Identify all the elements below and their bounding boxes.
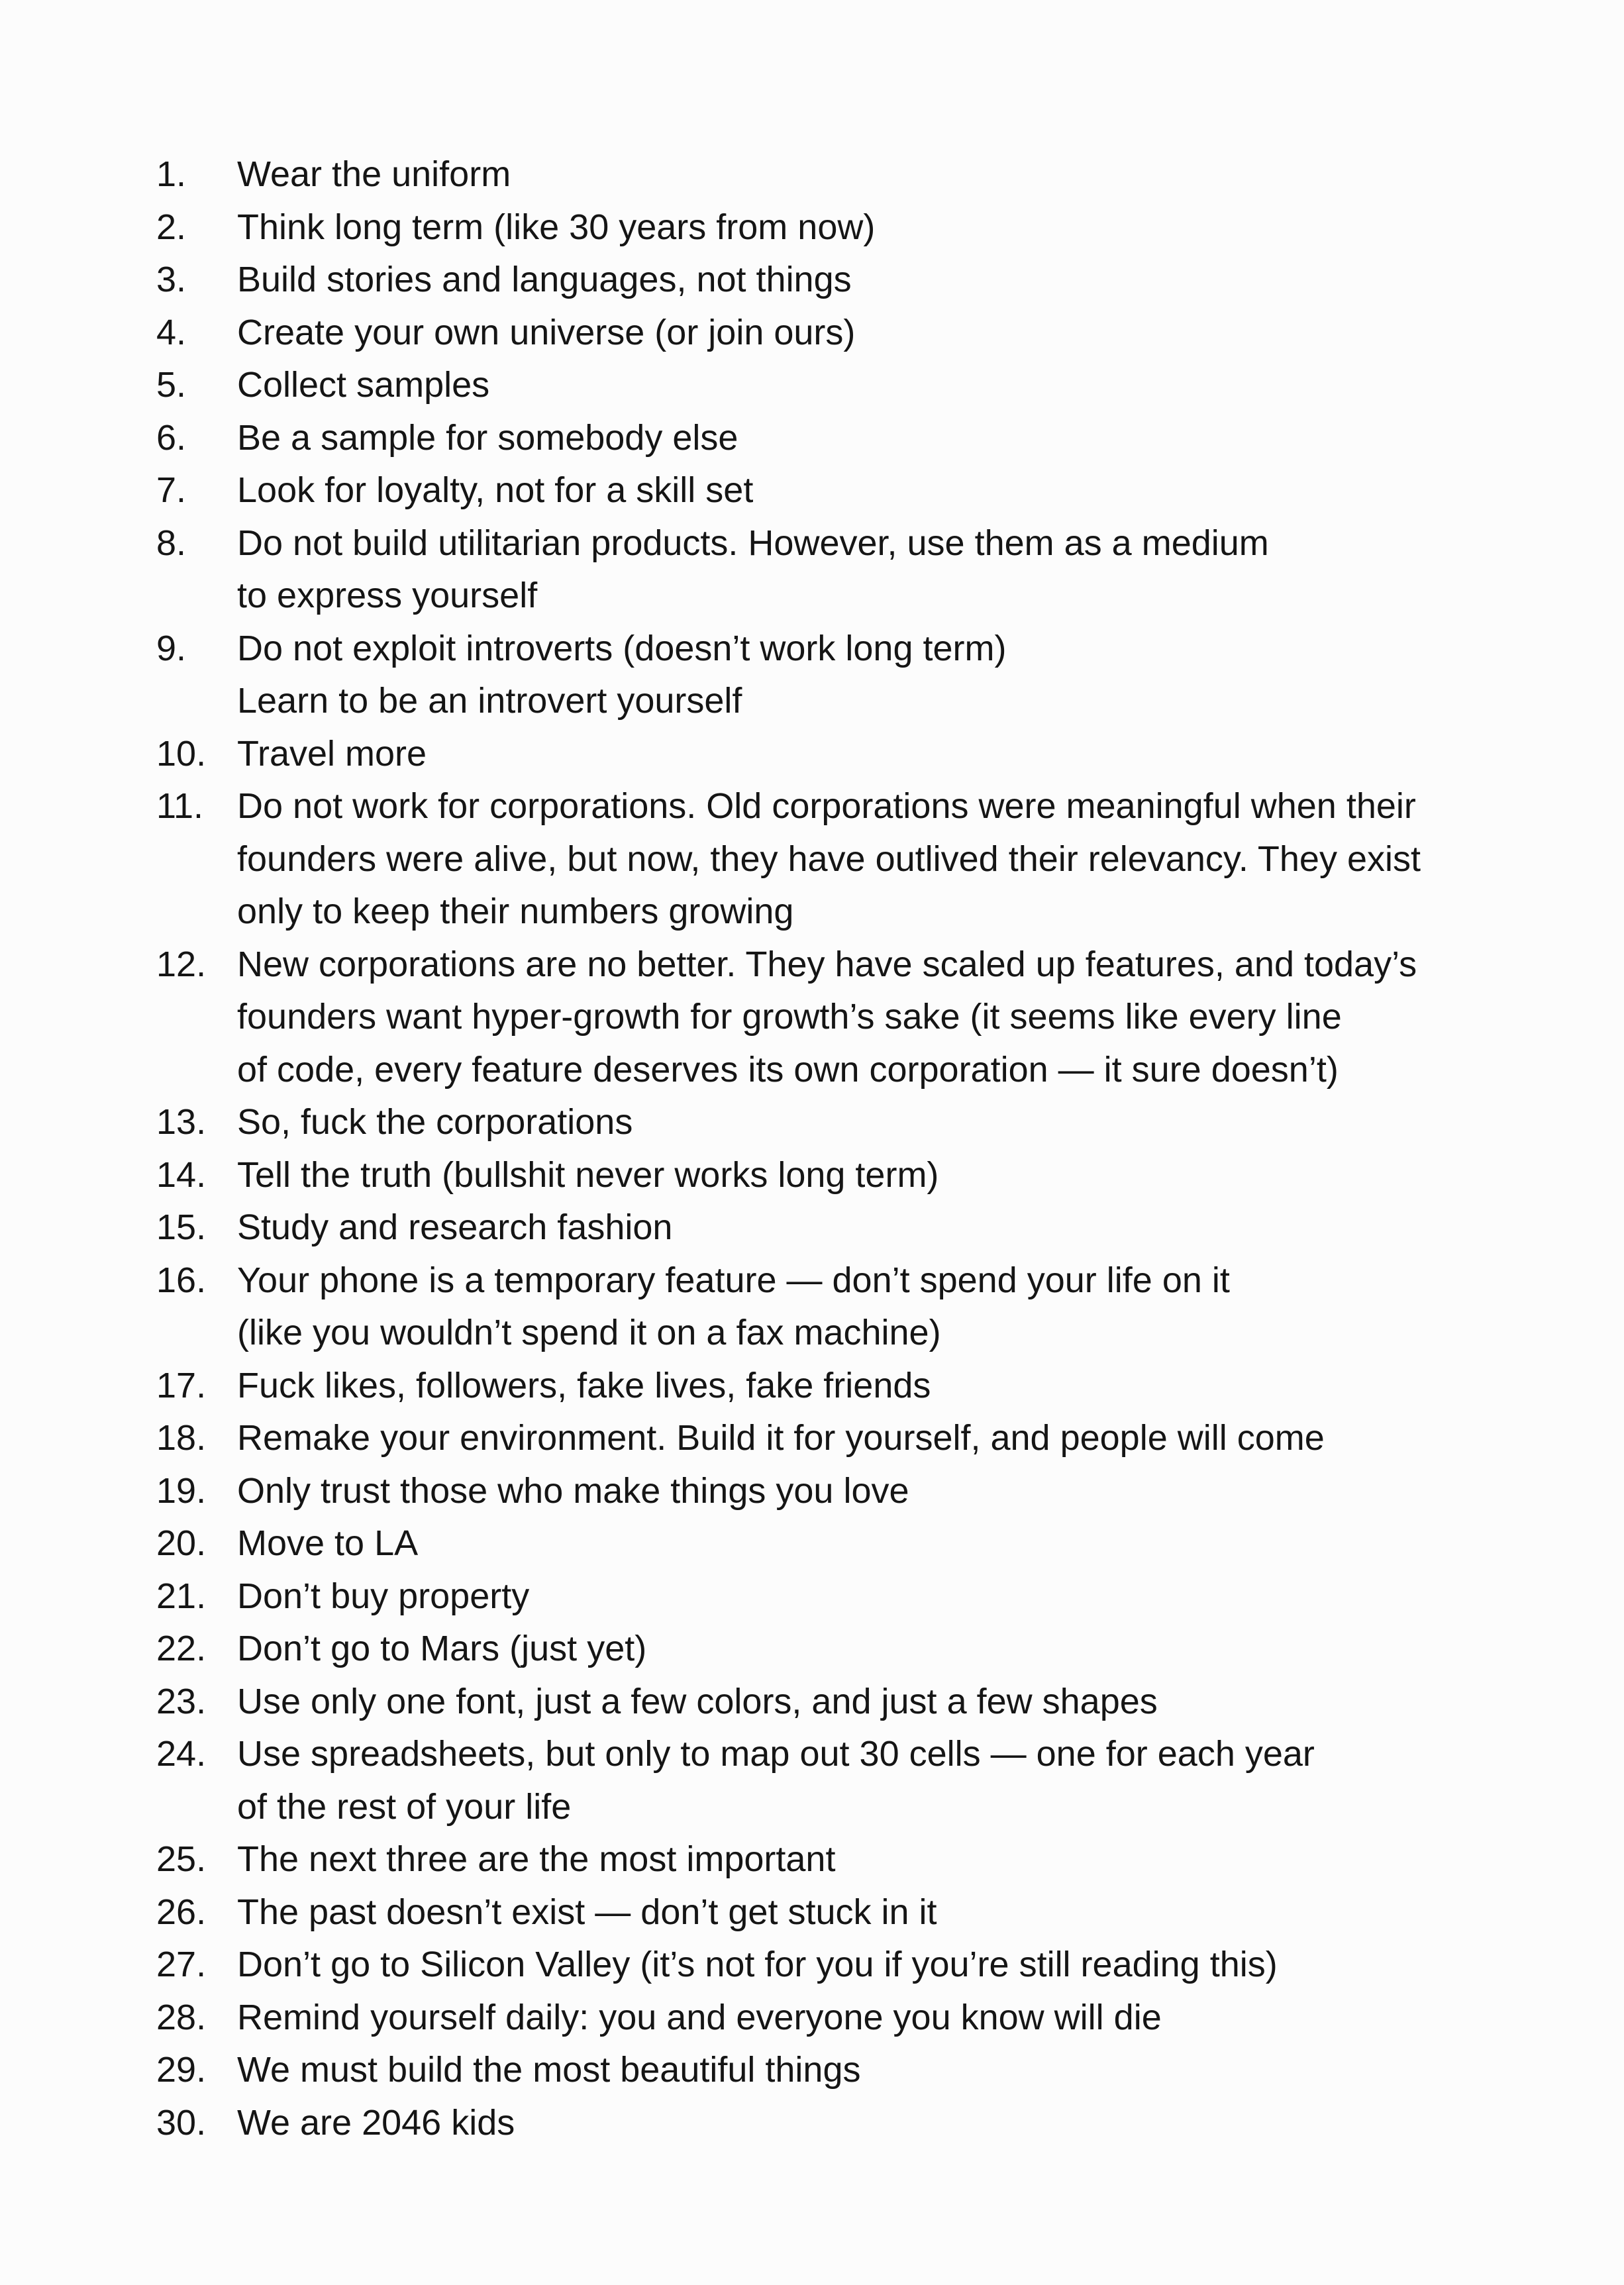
list-item-line: only to keep their numbers growing xyxy=(237,891,794,931)
list-item-line: The past doesn’t exist — don’t get stuck in it xyxy=(237,1892,937,1932)
list-item-line: Do not build utilitarian products. However, use them as a medium xyxy=(237,523,1269,563)
list-item-text xyxy=(237,1992,1162,2045)
list-item-line: Learn to be an introvert yourself xyxy=(237,681,742,721)
list-item xyxy=(156,1096,1481,1149)
list-item-line: So, fuck the corporations xyxy=(237,1102,633,1142)
list-item-number: 3. xyxy=(156,260,187,299)
list-item-line: Tell the truth (bullshit never works long term) xyxy=(237,1154,939,1195)
list-item xyxy=(156,254,1481,307)
list-item-line: (like you wouldn’t spend it on a fax machine) xyxy=(237,1313,941,1352)
list-item-text xyxy=(237,148,511,201)
list-item-line: Look for loyalty, not for a skill set xyxy=(237,470,754,510)
list-item-number: 30. xyxy=(156,2102,207,2143)
list-item-text xyxy=(237,2044,861,2097)
list-item-text xyxy=(237,359,489,412)
list-item-line: of code, every feature deserves its own corporation — it sure doesn’t) xyxy=(237,1049,1339,1090)
list-item-text xyxy=(237,412,738,465)
list-item xyxy=(156,1149,1481,1202)
list-item xyxy=(156,780,1481,939)
list-item xyxy=(156,464,1481,517)
list-item-line: Travel more xyxy=(237,733,427,774)
list-item xyxy=(156,148,1481,201)
list-item xyxy=(156,1833,1481,1886)
list-item xyxy=(156,359,1481,412)
list-item-line: Don’t go to Mars (just yet) xyxy=(237,1629,647,1668)
list-item-text xyxy=(237,1676,1158,1729)
list-item-line: New corporations are no better. They have scaled up features, and today’s xyxy=(237,944,1417,984)
list-item xyxy=(156,939,1481,1097)
list-item-line: founders want hyper-growth for growth’s sake (it seems like every line xyxy=(237,997,1342,1037)
list-item-number: 25. xyxy=(156,1839,207,1879)
list-item-number: 15. xyxy=(156,1207,207,1247)
list-item-number: 10. xyxy=(156,733,207,774)
list-item-number: 5. xyxy=(156,365,187,405)
list-item xyxy=(156,1570,1481,1623)
list-item-text xyxy=(237,201,875,254)
list-item-line: Your phone is a temporary feature — don’t spend your life on it xyxy=(237,1260,1230,1300)
list-item-line: Don’t go to Silicon Valley (it’s not for you if you’re still reading this) xyxy=(237,1945,1278,1984)
list-item-text xyxy=(237,1465,909,1518)
list-item xyxy=(156,1728,1481,1833)
list-item xyxy=(156,623,1481,728)
list-item-number: 23. xyxy=(156,1681,207,1721)
list-item-text xyxy=(237,1833,835,1886)
list-item xyxy=(156,1360,1481,1413)
list-item xyxy=(156,307,1481,360)
numbered-list xyxy=(156,148,1481,2149)
list-item xyxy=(156,2097,1481,2150)
list-item-line: We must build the most beautiful things xyxy=(237,2050,861,2090)
list-item-line: Don’t buy property xyxy=(237,1576,530,1616)
list-item-line: of the rest of your life xyxy=(237,1786,572,1827)
list-item xyxy=(156,1992,1481,2045)
list-item-line: Use spreadsheets, but only to map out 30 cells — one for each year xyxy=(237,1734,1315,1774)
list-item-number: 7. xyxy=(156,470,187,510)
list-item-number: 12. xyxy=(156,944,207,984)
list-item xyxy=(156,1676,1481,1729)
list-item-line: Remake your environment. Build it for yourself, and people will come xyxy=(237,1418,1325,1458)
list-item-number: 22. xyxy=(156,1629,207,1668)
list-item xyxy=(156,1623,1481,1676)
list-item-line: Wear the uniform xyxy=(237,154,511,194)
list-item-line: Build stories and languages, not things xyxy=(237,260,852,299)
list-item-text xyxy=(237,728,427,781)
list-item-number: 26. xyxy=(156,1892,207,1932)
list-item-text xyxy=(237,254,852,307)
list-item-line: Fuck likes, followers, fake lives, fake friends xyxy=(237,1365,931,1405)
list-item-line: Think long term (like 30 years from now) xyxy=(237,207,876,247)
list-item-number: 14. xyxy=(156,1154,207,1195)
list-item-number: 11. xyxy=(156,786,204,826)
list-item xyxy=(156,1886,1481,1939)
list-item xyxy=(156,517,1481,623)
list-item xyxy=(156,1465,1481,1518)
list-item-number: 21. xyxy=(156,1576,207,1616)
list-item-line: Collect samples xyxy=(237,365,490,405)
list-item-number: 24. xyxy=(156,1734,207,1774)
list-item-number: 9. xyxy=(156,628,187,668)
list-item-text xyxy=(237,517,1269,623)
list-item-number: 4. xyxy=(156,312,187,352)
list-item xyxy=(156,1201,1481,1254)
list-item xyxy=(156,412,1481,465)
list-item xyxy=(156,1412,1481,1465)
list-item-text xyxy=(237,1623,646,1676)
list-item-text xyxy=(237,307,855,360)
list-item-line: Do not work for corporations. Old corporations were meaningful when their xyxy=(237,786,1416,826)
list-item-line: Remind yourself daily: you and everyone you know will die xyxy=(237,1997,1162,2037)
list-item-line: founders were alive, but now, they have outlived their relevancy. They exist xyxy=(237,838,1421,879)
list-item-line: The next three are the most important xyxy=(237,1839,836,1879)
list-item-line: Do not exploit introverts (doesn’t work long term) xyxy=(237,628,1007,668)
list-item-number: 13. xyxy=(156,1102,207,1142)
list-item-text xyxy=(237,623,1006,728)
list-item-number: 17. xyxy=(156,1365,207,1405)
list-item-number: 18. xyxy=(156,1418,207,1458)
list-item-line: Study and research fashion xyxy=(237,1207,673,1247)
list-item-line: We are 2046 kids xyxy=(237,2102,515,2143)
list-item-text xyxy=(237,780,1421,939)
list-item xyxy=(156,1517,1481,1570)
list-item-number: 6. xyxy=(156,417,187,458)
list-item-line: Create your own universe (or join ours) xyxy=(237,312,856,352)
list-item xyxy=(156,1254,1481,1360)
list-item-text xyxy=(237,1570,529,1623)
list-item-text xyxy=(237,464,753,517)
list-item-line: Be a sample for somebody else xyxy=(237,417,738,458)
list-item xyxy=(156,201,1481,254)
list-item-text xyxy=(237,1096,633,1149)
list-item-number: 8. xyxy=(156,523,187,563)
list-item-number: 27. xyxy=(156,1945,207,1984)
list-item-text xyxy=(237,1360,931,1413)
list-item-text xyxy=(237,1201,672,1254)
list-item-number: 20. xyxy=(156,1523,207,1563)
list-item-number: 28. xyxy=(156,1997,207,2037)
list-item xyxy=(156,728,1481,781)
list-item-number: 2. xyxy=(156,207,187,247)
list-item-text xyxy=(237,1412,1325,1465)
list-item-number: 1. xyxy=(156,154,187,194)
list-item-text xyxy=(237,1886,937,1939)
list-item-number: 19. xyxy=(156,1470,207,1511)
list-item xyxy=(156,2044,1481,2097)
list-item-text xyxy=(237,1517,418,1570)
list-item-text xyxy=(237,2097,515,2150)
list-item-line: Only trust those who make things you love xyxy=(237,1470,909,1511)
list-item-text xyxy=(237,1939,1278,1992)
list-item-text xyxy=(237,1728,1315,1833)
list-item-text xyxy=(237,939,1417,1097)
list-item-line: Move to LA xyxy=(237,1523,419,1563)
list-item-number: 29. xyxy=(156,2050,207,2090)
list-item-line: Use only one font, just a few colors, and just a few shapes xyxy=(237,1681,1158,1721)
list-item-text xyxy=(237,1254,1230,1360)
list-item-line: to express yourself xyxy=(237,576,538,615)
list-item-number: 16. xyxy=(156,1260,207,1300)
list-item-text xyxy=(237,1149,939,1202)
list-item xyxy=(156,1939,1481,1992)
